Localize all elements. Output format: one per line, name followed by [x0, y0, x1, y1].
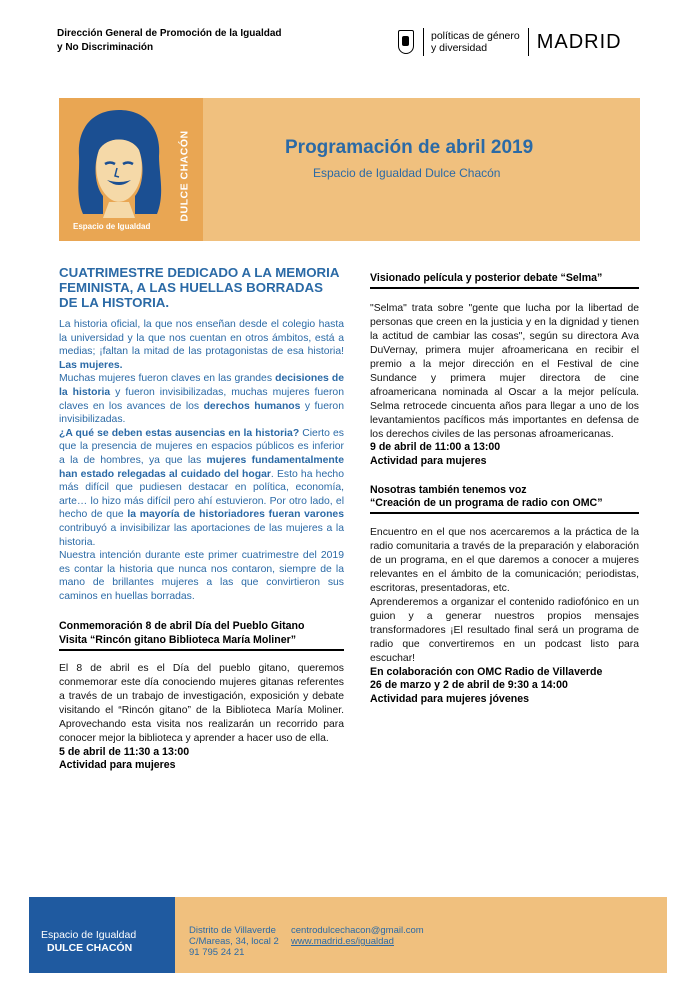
right-column: [370, 272, 639, 706]
banner-small-label: Espacio de Igualdad: [73, 222, 151, 231]
footer-phone: 91 795 24 21: [189, 947, 245, 958]
footer-email[interactable]: centrodulcechacon@gmail.com: [291, 925, 424, 936]
logo-city: MADRID: [536, 30, 622, 53]
footer-address: [189, 925, 279, 958]
section-radio: [370, 484, 639, 707]
section-selma: [370, 272, 639, 469]
banner-image: [59, 98, 203, 241]
section-body: El 8 de abril es el Día del pueblo gitano, queremos conmemorar este día conociendo mujeres gitanas referentes a través de un trabajo de investigación, exposición y debate visitando el “Rincón gitano” de la Biblioteca María Moliner. Aprovechando esta visita nos realizarán un recorrido para conocer mejor la biblioteca y aprender a hacer uso de ella.: [59, 663, 344, 744]
section-underline: [370, 287, 639, 289]
banner-vertical-title: DULCE CHACÓN: [179, 130, 192, 222]
logo-tagline-2: y diversidad: [431, 42, 488, 54]
event-collaboration: En colaboración con OMC Radio de Villaverde: [370, 665, 603, 678]
footer-contact: [291, 925, 424, 947]
footer-brand-line-2: DULCE CHACÓN: [47, 942, 133, 954]
org-line-2: y No Discriminación: [57, 42, 154, 53]
footer-brand: [29, 897, 175, 973]
intro-paragraph-2: Muchas mujeres fueron claves en las grandes decisiones de la historia y fueron invisibilizadas, muchas mujeres fueron claves en los avances de los derechos humanos y fueron invisibilizadas.: [59, 373, 344, 426]
section-body: "Selma" trata sobre "gente que lucha por la libertad de personas que creen en la justicia y en la dignidad y tienen la actitud de cambiar las cosas", según su directora Ava DuVernay, primera mujer afroamericana en recibir el premio a la mejor dirección en el Festival de cine Sundance y primera mujer directora de cine afroamericana nominada al Oscar a la mejor película. Selma retrocede cincuenta años para llegar a uno de los levantamientos pacíficos más importantes en defensa de los derechos civiles de las personas afroamericanas.: [370, 303, 639, 440]
left-column: [59, 265, 344, 773]
section-underline: [59, 649, 344, 651]
headline: CUATRIMESTRE DEDICADO A LA MEMORIA FEMINISTA, A LAS HUELLAS BORRADAS DE LA HISTORIA.: [59, 265, 339, 310]
logo-tagline-1: políticas de género: [431, 30, 520, 42]
event-audience: Actividad para mujeres: [59, 759, 176, 772]
section-heading: Visionado película y posterior debate “Selma”: [370, 272, 603, 284]
org-name: [57, 27, 282, 55]
event-date: 26 de marzo y 2 de abril de 9:30 a 14:00: [370, 679, 568, 692]
event-date: 9 de abril de 11:00 a 13:00: [370, 441, 501, 454]
portrait-illustration: [69, 106, 169, 218]
footer-web-link[interactable]: www.madrid.es/igualdad: [291, 936, 394, 947]
org-line-1: Dirección General de Promoción de la Igualdad: [57, 28, 282, 39]
section-body: Aprenderemos a organizar el contenido radiofónico en un guion y a generar nuestros propios mensajes transformadores ¡El resultado final será un programa de radio que convertiremos en un podcast listo para escuchar!: [370, 597, 639, 664]
section-heading: “Creación de un programa de radio con OMC”: [370, 497, 603, 510]
footer-street: C/Mareas, 34, local 2: [189, 936, 279, 947]
section-underline: [370, 512, 639, 514]
section-gitano: [59, 620, 344, 772]
section-heading: Visita “Rincón gitano Biblioteca María Moliner”: [59, 633, 297, 646]
section-heading: Conmemoración 8 de abril Día del Pueblo Gitano: [59, 620, 305, 633]
intro-paragraph-3: ¿A qué se deben estas ausencias en la historia? Cierto es que la presencia de mujeres en espacios públicos es inferior a la de hombres, ya que las mujeres fundamentalmente han estado relegadas al cuidado del hogar. Esto ha hecho más difícil que pudiesen destacar en política, economía, arte… lo hizo más difícil pero ahí estuvieron. Por otro lado, el hecho de que la mayoría de historiadores fueran varones contribuyó a invisibilizar las aportaciones de las mujeres a la historia.: [59, 427, 345, 548]
intro-paragraph-4: Nuestra intención durante este primer cuatrimestre del 2019 es contar la historia que nunca nos contaron, siempre de la mano de brillantes mujeres a las que convirtieron sus caminos en huellas borradas.: [59, 550, 344, 602]
madrid-logo: [398, 27, 622, 57]
event-audience: Actividad para mujeres: [370, 455, 487, 468]
intro-paragraph-1: La historia oficial, la que nos enseñan desde el colegio hasta la universidad y la que nos cuentan en otros ámbitos, está a medias; ¡faltan la mitad de las protagonistas de esa historia! Las mujeres.: [59, 319, 344, 371]
logo-tagline: [431, 30, 520, 54]
footer: [29, 897, 667, 973]
event-date: 5 de abril de 11:30 a 13:00: [59, 745, 190, 758]
program-subtitle: Espacio de Igualdad Dulce Chacón: [313, 166, 501, 180]
section-heading: Nosotras también tenemos voz: [370, 483, 527, 496]
section-body: Encuentro en el que nos acercaremos a la práctica de la radio comunitaria a través de la preparación y elaboración de un programa, en el que daremos a conocer a mujeres relevantes en el ámbito de la comunicación; periodistas, escritoras, presentadoras, etc.: [370, 527, 639, 595]
footer-brand-line-1: Espacio de Igualdad: [41, 929, 137, 941]
event-audience: Actividad para mujeres jóvenes: [370, 692, 529, 705]
footer-district: Distrito de Villaverde: [189, 925, 276, 936]
logo-divider: [423, 28, 424, 56]
logo-divider: [528, 28, 529, 56]
madrid-crest-icon: [398, 30, 414, 54]
program-title: Programación de abril 2019: [285, 137, 534, 158]
